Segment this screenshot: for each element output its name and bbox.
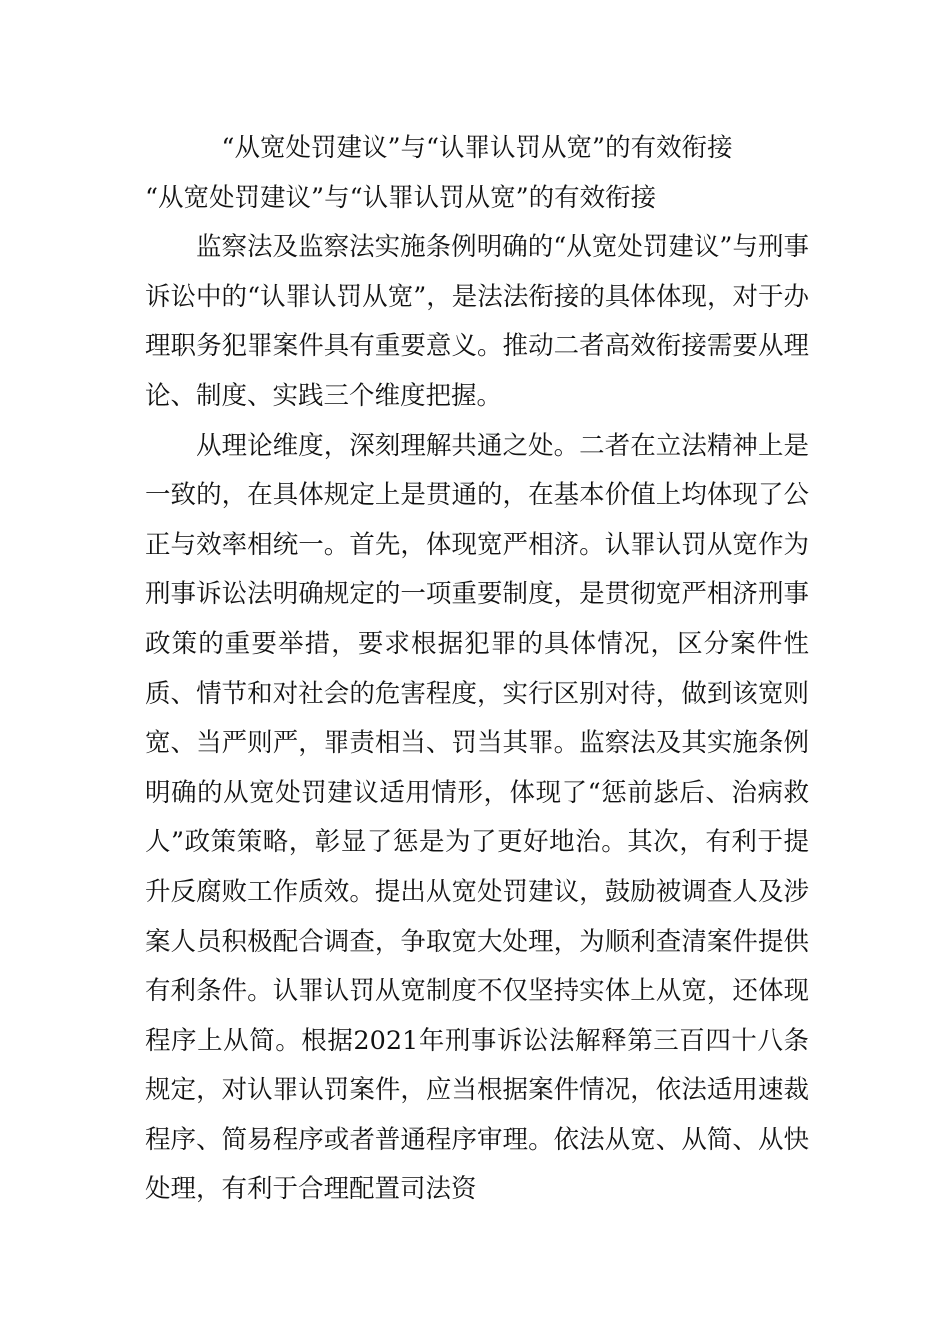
paragraph-intro: 监察法及监察法实施条例明确的“从宽处罚建议”与刑事诉讼中的“认罪认罚从宽”，是法法衔接的具体体现，对于办理职务犯罪案件具有重要意义。推动二者高效衔接需要从理论、制度、实践三个维度把握。	[145, 232, 809, 411]
paragraph-theory: 从理论维度，深刻理解共通之处。二者在立法精神上是一致的，在具体规定上是贯通的，在基本价值上均体现了公正与效率相统一。首先，体现宽严相济。认罪认罚从宽作为刑事诉讼法明确规定的一项重要制度，是贯彻宽严相济刑事政策的重要举措，要求根据犯罪的具体情况，区分案件性质、情节和对社会的危害程度，实行区别对待，做到该宽则宽、当严则严，罪责相当、罚当其罪。监察法及其实施条例明确的从宽处罚建议适用情形，体现了“惩前毖后、治病救人”政策策略，彰显了惩是为了更好地治。其次，有利于提升反腐败工作质效。提出从宽处罚建议，鼓励被调查人及涉案人员积极配合调查，争取宽大处理，为顺利查清案件提供有利条件。认罪认罚从宽制度不仅坚持实体上从宽，还体现程序上从简。根据2021年刑事诉讼法解释第三百四十八条规定，对认罪认罚案件，应当根据案件情况，依法适用速裁程序、简易程序或者普通程序审理。依法从宽、从简、从快处理，有利于合理配置司法资	[145, 430, 809, 1205]
document-title: “从宽处罚建议”与“认罪认罚从宽”的有效衔接	[221, 133, 733, 163]
document-page	[145, 124, 809, 1215]
document-subtitle: “从宽处罚建议”与“认罪认罚从宽”的有效衔接	[145, 182, 657, 213]
